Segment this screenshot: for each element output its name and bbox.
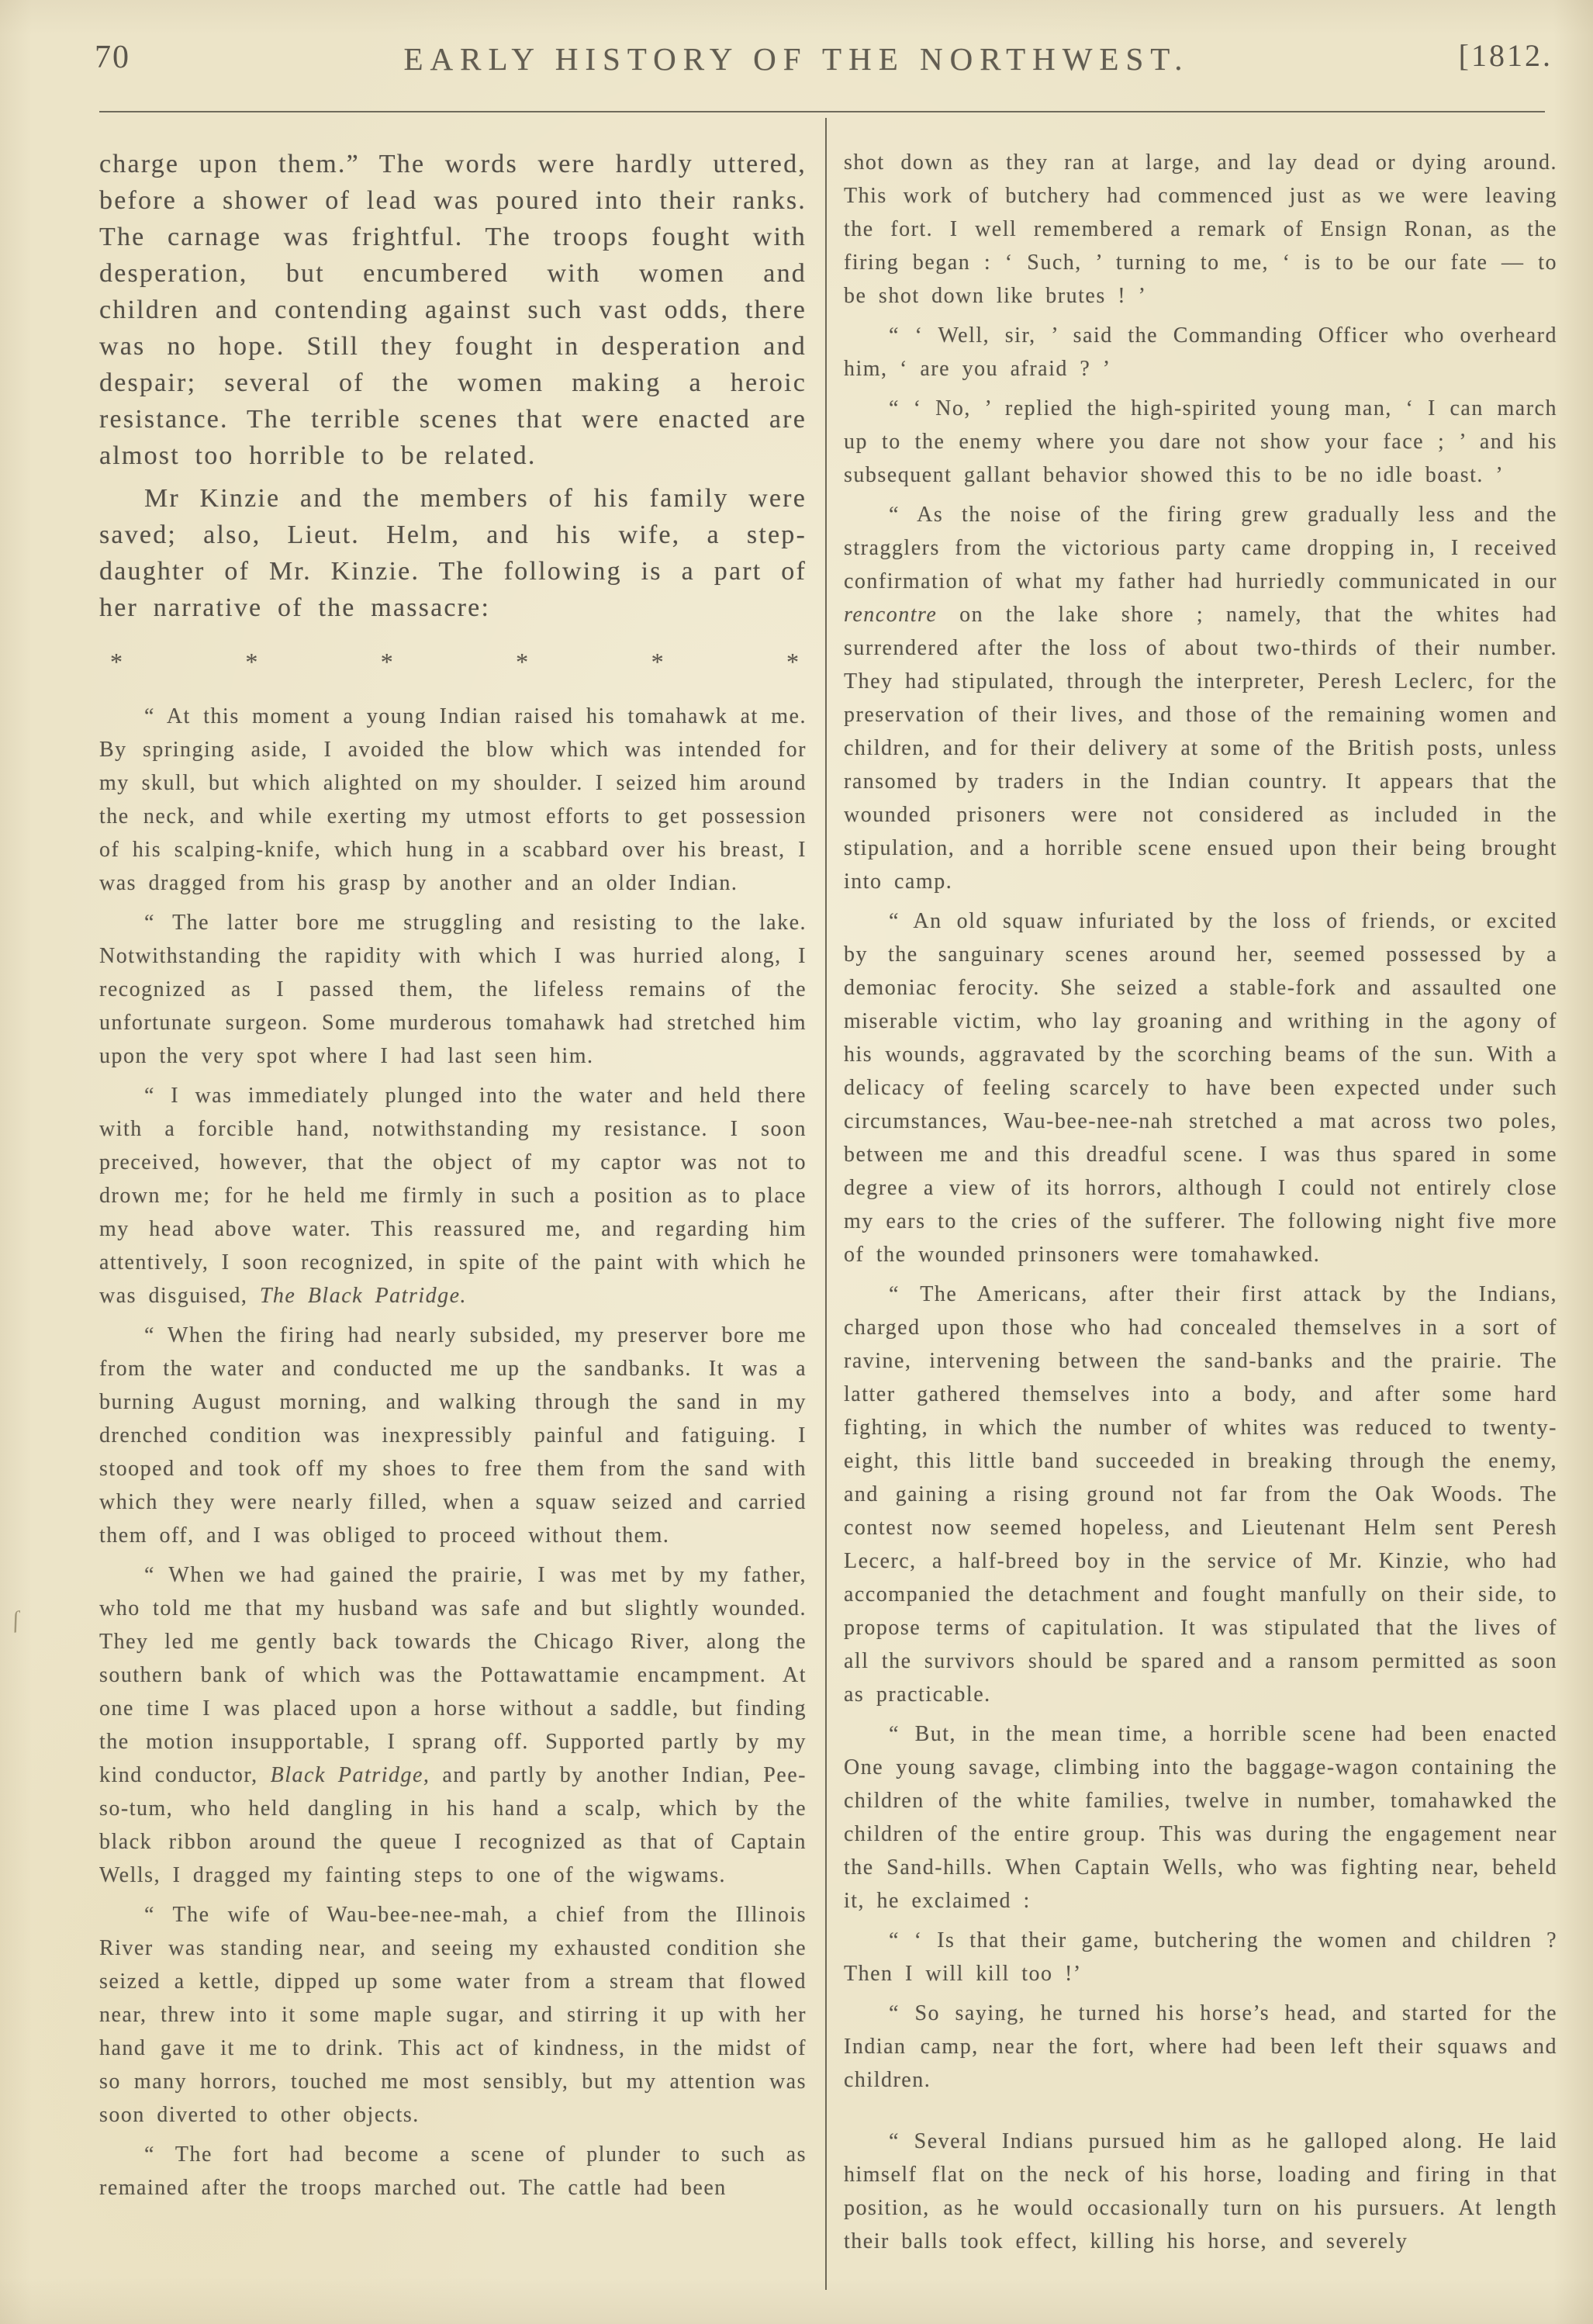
asterisk-separator: [99, 648, 807, 676]
right-column: [844, 118, 1557, 2290]
text-run: “ ‘ Well, sir, ’ said the Commanding Officer who overheard him, ‘ are you afraid ? ’: [844, 323, 1557, 381]
paragraph: [99, 1558, 807, 1892]
asterisk: *: [110, 648, 123, 676]
column-gap-right: [827, 118, 844, 2290]
column-gap-left: [807, 118, 825, 2290]
text-run: “ When the firing had nearly subsided, my preserver bore me from the water and conducted me up the sandbanks. It was a burning August morning, and walking through the sand in my drenched condition was inexpressibly painful and fatiguing. I stooped and took off my shoes to free them from the sand with which they were nearly filled, when a squaw seized and carried them off, and I was obliged to proceed without them.: [99, 1323, 807, 1548]
paragraph: [844, 319, 1557, 386]
paragraph: [844, 2125, 1557, 2258]
text-run: “ Several Indians pursued him as he galloped along. He laid himself flat on the neck of his horse, loading and firing in that position, as he would occasionally turn on his pursuers. At length their balls took effect, killing his horse, and severely: [844, 2129, 1557, 2253]
paragraph: [844, 1278, 1557, 1711]
paragraph: [844, 1997, 1557, 2097]
text-run: “ The wife of Wau-bee-nee-mah, a chief from the Illinois River was standing near, and seeing my exhausted condition she seized a kettle, dipped up some water from a stream that flowed near, threw into it some maple sugar, and stirring it up with her hand gave it me to drink. This act of kindness, in the midst of so many horrors, touched me most sensibly, but my attention was soon diverted to other objects.: [99, 1903, 807, 2127]
paragraph: [844, 904, 1557, 1271]
paragraph: [844, 146, 1557, 313]
paragraph: [844, 392, 1557, 492]
paragraph: [844, 1717, 1557, 1918]
paragraph: [844, 1924, 1557, 1990]
text-columns: [99, 118, 1557, 2290]
text-run: Mr Kinzie and the members of his family were saved; also, Lieut. Helm, and his wife, a step-daughter of Mr. Kinzie. The following is a part of her narrative of the massacre:: [99, 484, 807, 622]
italic-phrase: The Black Patridge.: [259, 1284, 468, 1308]
paragraph: [99, 480, 807, 626]
italic-phrase: rencontre: [844, 603, 938, 627]
text-run: charge upon them.” The words were hardly uttered, before a shower of lead was poured into their ranks. The carnage was frightful. The troops fought with desperation, but encumbered with women and children and contending against such vast odds, there was no hope. Still they fought in desperation and despair; several of the women making a heroic resistance. The terrible scenes that were enacted are almost too horrible to be related.: [99, 150, 807, 470]
text-run: “ The latter bore me struggling and resisting to the lake. Notwithstanding the rapidity with which I was hurried along, I recognized as I passed them, the lifeless remains of the unfortunate surgeon. Some murderous tomahawk had stretched him upon the very spot where I had last seen him.: [99, 911, 807, 1068]
paragraph: [99, 1319, 807, 1552]
text-run: “ The Americans, after their first attack by the Indians, charged upon those who had concealed themselves in a sort of ravine, intervening between the sand-banks and the prairie. The latter gathered themselves into a body, and after some hard fighting, in which the number of whites was reduced to twenty-eight, this little band succeeded in breaking through the enemy, and gaining a rising ground not far from the Oak Woods. The contest now seemed hopeless, and Lieutenant Helm sent Peresh Lecerc, a half-breed boy in the service of Mr. Kinzie, who had accompanied the detachment and fought manfully on their side, to propose terms of capitulation. It was stipulated that the lives of all the survivors should be spared and a ransom permitted as soon as practicable.: [844, 1282, 1557, 1707]
running-header-title: EARLY HISTORY OF THE NORTHWEST.: [403, 41, 1190, 77]
paragraph: [99, 1898, 807, 2132]
text-run: “ ‘ No, ’ replied the high-spirited young man, ‘ I can march up to the enemy where you dare not show your face ; ’ and his subsequent gallant behavior showed this to be no idle boast. ’: [844, 396, 1557, 487]
header-rule: [99, 111, 1545, 112]
paragraph: [844, 498, 1557, 898]
margin-mark: ſ: [10, 1606, 21, 1634]
text-run: and partly by another Indian, Pee-so-tum, who held dangling in his hand a scalp, which by the black ribbon around the queue I recognized as that of Captain Wells, I dragged my fainting steps to one of the wigwams.: [99, 1763, 807, 1887]
paragraph: [99, 1079, 807, 1312]
text-run: “ So saying, he turned his horse’s head, and started for the Indian camp, near the fort, where had been left their squaws and children.: [844, 2001, 1557, 2092]
paragraph: [99, 700, 807, 900]
asterisk: *: [380, 648, 393, 676]
page-number: 70: [95, 40, 130, 75]
asterisk: *: [516, 648, 529, 676]
text-run: on the lake shore ; namely, that the whites had surrendered after the loss of about two-thirds of their number. They had stipulated, through the interpreter, Peresh Leclerc, for the preservation of their lives, and those of the remaining women and children, and for their delivery at some of the British posts, unless ransomed by traders in the Indian country. It appears that the wounded prisoners were not considered as included in the stipulation, and a horrible scene ensued upon their being brought into camp.: [844, 603, 1558, 894]
italic-phrase: Black Patridge,: [270, 1763, 430, 1787]
page-header: [0, 0, 1593, 87]
asterisk: *: [786, 648, 799, 676]
text-run: “ I was immediately plunged into the water and held there with a forcible hand, notwithstanding my resistance. I soon preceived, however, that the object of my captor was not to drown me; for he held me firmly in such a position as to place my head above water. This reassured me, and regarding him attentively, I soon recognized, in spite of the paint with which he was disguised,: [99, 1084, 807, 1308]
text-run: “ When we had gained the prairie, I was met by my father, who told me that my husband was safe and but slightly wounded. They led me gently back towards the Chicago River, along the southern bank of which was the Pottawattamie encampment. At one time I was placed upon a horse without a saddle, but finding the motion insupportable, I sprang off. Supported partly by my kind conductor,: [99, 1563, 807, 1787]
paragraph: [99, 906, 807, 1073]
asterisk: *: [651, 648, 664, 676]
left-column: [99, 118, 807, 2290]
text-run: “ As the noise of the firing grew gradually less and the stragglers from the victorious party came dropping in, I received confirmation of what my father had hurriedly communicated in our: [844, 503, 1557, 593]
paragraph: [99, 146, 807, 474]
running-header-year: [1812.: [1458, 38, 1553, 73]
text-run: “ An old squaw infuriated by the loss of friends, or excited by the sanguinary scenes around her, seemed possessed by a demoniac ferocity. She seized a stable-fork and assaulted one miserable victim, who lay groaning and writhing in the agony of his wounds, aggravated by the scorching beams of the sun. With a delicacy of feeling scarcely to have been expected under such circumstances, Wau-bee-nee-nah stretched a mat across two poles, between me and this dreadful scene. I was thus spared in some degree a view of its horrors, although I could not entirely close my ears to the cries of the sufferer. The following night five more of the wounded prinsoners were tomahawked.: [844, 909, 1557, 1267]
text-run: “ The fort had become a scene of plunder to such as remained after the troops marched out. The cattle had been: [99, 2142, 807, 2200]
text-run: “ But, in the mean time, a horrible scene had been enacted One young savage, climbing into the baggage-wagon containing the children of the white families, twelve in number, tomahawked the children of the entire group. This was during the engagement near the Sand-hills. When Captain Wells, who was fighting near, beheld it, he exclaimed :: [844, 1722, 1557, 1913]
asterisk: *: [245, 648, 258, 676]
text-run: shot down as they ran at large, and lay dead or dying around. This work of butchery had commenced just as we were leaving the fort. I well remembered a remark of Ensign Ronan, as the firing began : ‘ Such, ’ turning to me, ‘ is to be our fate — to be shot down like brutes ! ’: [844, 150, 1557, 308]
paragraph: [99, 2138, 807, 2205]
text-run: “ At this moment a young Indian raised his tomahawk at me. By springing aside, I avoided the blow which was intended for my skull, but which alighted on my shoulder. I seized him around the neck, and while exerting my utmost efforts to get possession of his scalping-knife, which hung in a scabbard over his breast, I was dragged from his grasp by another and an older Indian.: [99, 704, 807, 895]
text-run: “ ‘ Is that their game, butchering the women and children ? Then I will kill too !’: [844, 1928, 1557, 1986]
